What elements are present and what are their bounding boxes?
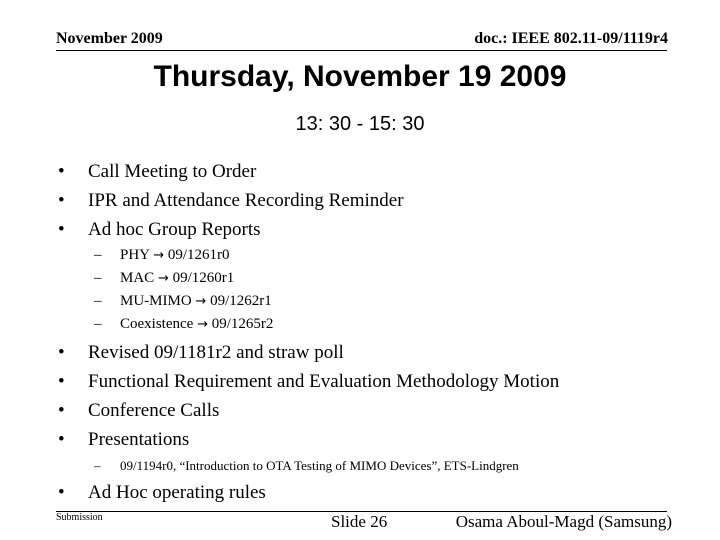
- agenda-item-label: Conference Calls: [88, 400, 220, 421]
- dash-icon: –: [94, 270, 102, 286]
- arrow-right-icon: →: [197, 317, 208, 332]
- adhoc-report-item: [94, 270, 234, 287]
- arrow-right-icon: →: [153, 248, 165, 263]
- agenda-item: [58, 161, 256, 183]
- adhoc-doc: 09/1262r1: [210, 293, 272, 309]
- slide-subtitle: 13: 30 - 15: 30: [295, 113, 425, 135]
- adhoc-name: MAC: [120, 270, 155, 286]
- agenda-item: [58, 482, 266, 504]
- footer-slide-number: Slide 26: [331, 512, 388, 531]
- agenda-item-label: Presentations: [88, 429, 190, 450]
- bullet-icon: •: [58, 400, 65, 421]
- adhoc-report-item: [94, 293, 272, 310]
- bullet-icon: •: [58, 429, 65, 450]
- agenda-item: [58, 342, 344, 364]
- arrow-right-icon: →: [195, 294, 207, 309]
- agenda-item-label: Functional Requirement and Evaluation Methodology Motion: [88, 371, 560, 392]
- footer-author: Osama Aboul-Magd (Samsung): [455, 512, 672, 531]
- bullet-icon: •: [58, 342, 65, 363]
- dash-icon: –: [94, 316, 102, 332]
- header-rule: [56, 50, 667, 51]
- agenda-item: [58, 400, 219, 422]
- header-date: November 2009: [56, 30, 163, 47]
- slide-title: Thursday, November 19 2009: [153, 60, 567, 93]
- header-doc-id: doc.: IEEE 802.11-09/1119r4: [474, 30, 668, 47]
- presentation-label: 09/1194r0, “Introduction to OTA Testing of MIMO Devices”, ETS-Lindgren: [120, 458, 519, 473]
- bullet-icon: •: [58, 482, 65, 503]
- agenda-item-label: IPR and Attendance Recording Reminder: [88, 190, 404, 211]
- presentation-item: [94, 458, 519, 474]
- adhoc-name: PHY: [120, 247, 150, 263]
- bullet-icon: •: [58, 190, 65, 211]
- agenda-item: [58, 371, 559, 393]
- agenda-item: [58, 219, 261, 241]
- bullet-icon: •: [58, 219, 65, 240]
- agenda-item-label: Call Meeting to Order: [88, 161, 257, 182]
- bullet-icon: •: [58, 371, 65, 392]
- footer-submission: Submission: [56, 512, 103, 523]
- dash-icon: –: [94, 458, 101, 473]
- adhoc-name: Coexistence: [120, 316, 194, 332]
- adhoc-name: MU-MIMO: [120, 293, 192, 309]
- arrow-right-icon: →: [157, 271, 169, 286]
- adhoc-doc: 09/1261r0: [167, 247, 230, 263]
- agenda-item-label: Ad Hoc operating rules: [88, 482, 266, 503]
- dash-icon: –: [94, 293, 102, 309]
- adhoc-report-item: [94, 247, 230, 264]
- adhoc-doc: 09/1265r2: [211, 316, 274, 332]
- adhoc-doc: 09/1260r1: [172, 270, 235, 286]
- adhoc-report-item: [94, 316, 273, 333]
- agenda-item-label: Ad hoc Group Reports: [88, 219, 261, 240]
- agenda-item-label: Revised 09/1181r2 and straw poll: [88, 342, 344, 363]
- dash-icon: –: [94, 247, 102, 263]
- agenda-item: [58, 429, 189, 451]
- agenda-item: [58, 190, 404, 212]
- bullet-icon: •: [58, 161, 65, 182]
